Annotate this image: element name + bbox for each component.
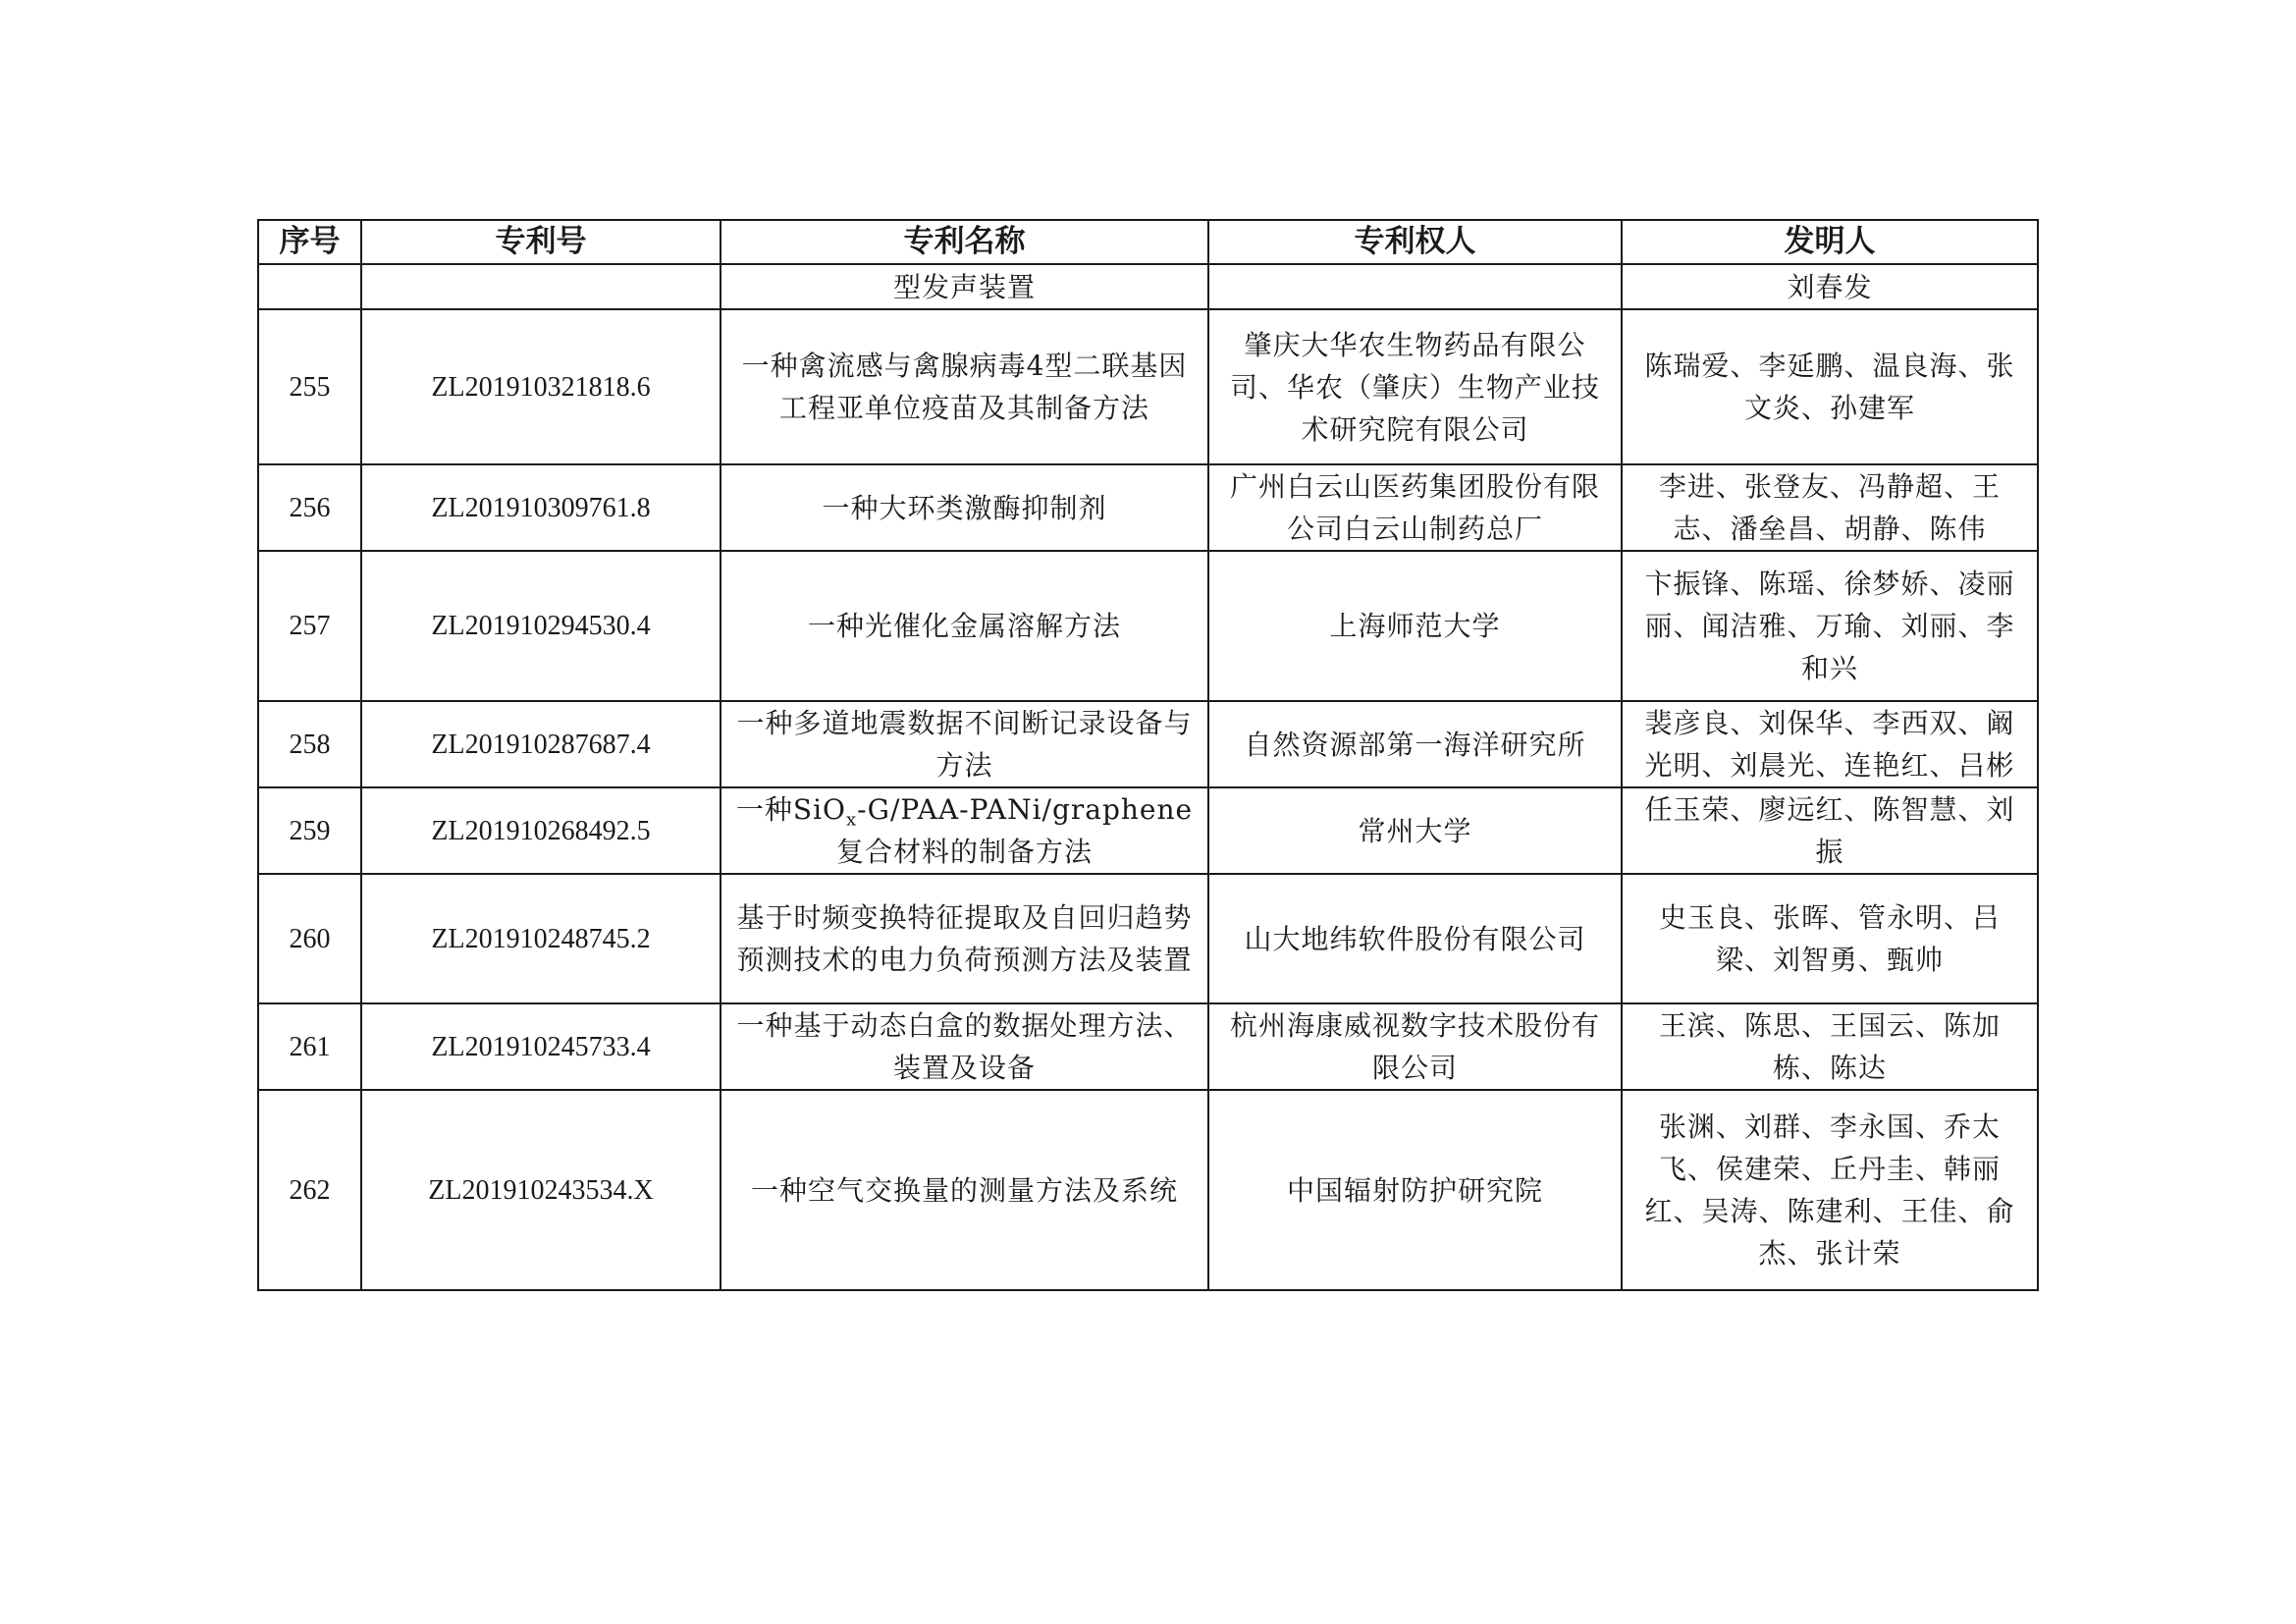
cell-name: 一种多道地震数据不间断记录设备与方法: [721, 701, 1208, 787]
table-row: [258, 787, 2038, 874]
cell-holder: 上海师范大学: [1208, 551, 1622, 701]
table-row: [258, 701, 2038, 787]
cell-name: [721, 787, 1208, 874]
cell-patent-no: ZL201910309761.8: [361, 464, 721, 551]
table-row: [258, 1090, 2038, 1290]
cell-seq: [258, 264, 361, 309]
cell-seq: 262: [258, 1090, 361, 1290]
cell-patent-no: [361, 264, 721, 309]
cell-name: 型发声装置: [721, 264, 1208, 309]
cell-name: 一种光催化金属溶解方法: [721, 551, 1208, 701]
cell-patent-no: ZL201910243534.X: [361, 1090, 721, 1290]
patent-table: [257, 219, 2039, 1291]
cell-holder: 中国辐射防护研究院: [1208, 1090, 1622, 1290]
cell-name: 基于时频变换特征提取及自回归趋势预测技术的电力负荷预测方法及装置: [721, 874, 1208, 1003]
cell-holder: 自然资源部第一海洋研究所: [1208, 701, 1622, 787]
table-row-continued: [258, 264, 2038, 309]
cell-patent-no: ZL201910245733.4: [361, 1003, 721, 1090]
cell-inventors: 李进、张登友、冯静超、王志、潘垒昌、胡静、陈伟: [1622, 464, 2038, 551]
cell-patent-no: ZL201910248745.2: [361, 874, 721, 1003]
name-part-pre: 一种SiO: [735, 793, 846, 826]
name-part-post: -G/PAA-PANi/graphene复合材料的制备方法: [835, 793, 1194, 868]
name-part-sub: x: [845, 809, 858, 831]
cell-seq: 258: [258, 701, 361, 787]
cell-inventors: 张渊、刘群、李永国、乔太飞、侯建荣、丘丹圭、韩丽红、吴涛、陈建利、王佳、俞杰、张计荣: [1622, 1090, 2038, 1290]
cell-inventors: 王滨、陈思、王国云、陈加栋、陈达: [1622, 1003, 2038, 1090]
cell-name: 一种禽流感与禽腺病毒4型二联基因工程亚单位疫苗及其制备方法: [721, 309, 1208, 464]
cell-patent-no: ZL201910287687.4: [361, 701, 721, 787]
cell-inventors: 任玉荣、廖远红、陈智慧、刘振: [1622, 787, 2038, 874]
cell-patent-no: ZL201910268492.5: [361, 787, 721, 874]
cell-holder: 杭州海康威视数字技术股份有限公司: [1208, 1003, 1622, 1090]
table-row: [258, 874, 2038, 1003]
header-seq: 序号: [258, 220, 361, 264]
cell-inventors: 史玉良、张晖、管永明、吕梁、刘智勇、甄帅: [1622, 874, 2038, 1003]
cell-patent-no: ZL201910294530.4: [361, 551, 721, 701]
cell-seq: 257: [258, 551, 361, 701]
cell-holder: 山大地纬软件股份有限公司: [1208, 874, 1622, 1003]
cell-seq: 256: [258, 464, 361, 551]
header-name: 专利名称: [721, 220, 1208, 264]
cell-holder: 肇庆大华农生物药品有限公司、华农（肇庆）生物产业技术研究院有限公司: [1208, 309, 1622, 464]
cell-holder: 常州大学: [1208, 787, 1622, 874]
table-row: [258, 551, 2038, 701]
table-row: [258, 1003, 2038, 1090]
cell-inventors: 陈瑞爱、李延鹏、温良海、张文炎、孙建军: [1622, 309, 2038, 464]
cell-name: 一种大环类激酶抑制剂: [721, 464, 1208, 551]
cell-inventors: 卞振锋、陈瑶、徐梦娇、凌丽丽、闻洁雅、万瑜、刘丽、李和兴: [1622, 551, 2038, 701]
cell-name: 一种空气交换量的测量方法及系统: [721, 1090, 1208, 1290]
cell-inventors: 刘春发: [1622, 264, 2038, 309]
cell-seq: 261: [258, 1003, 361, 1090]
header-patent-no: 专利号: [361, 220, 721, 264]
header-holder: 专利权人: [1208, 220, 1622, 264]
cell-seq: 260: [258, 874, 361, 1003]
table-header-row: [258, 220, 2038, 264]
table-row: [258, 464, 2038, 551]
header-inventors: 发明人: [1622, 220, 2038, 264]
cell-name: 一种基于动态白盒的数据处理方法、装置及设备: [721, 1003, 1208, 1090]
cell-patent-no: ZL201910321818.6: [361, 309, 721, 464]
table-row: [258, 309, 2038, 464]
cell-seq: 255: [258, 309, 361, 464]
cell-holder: [1208, 264, 1622, 309]
cell-inventors: 裴彦良、刘保华、李西双、阚光明、刘晨光、连艳红、吕彬: [1622, 701, 2038, 787]
cell-seq: 259: [258, 787, 361, 874]
cell-holder: 广州白云山医药集团股份有限公司白云山制药总厂: [1208, 464, 1622, 551]
